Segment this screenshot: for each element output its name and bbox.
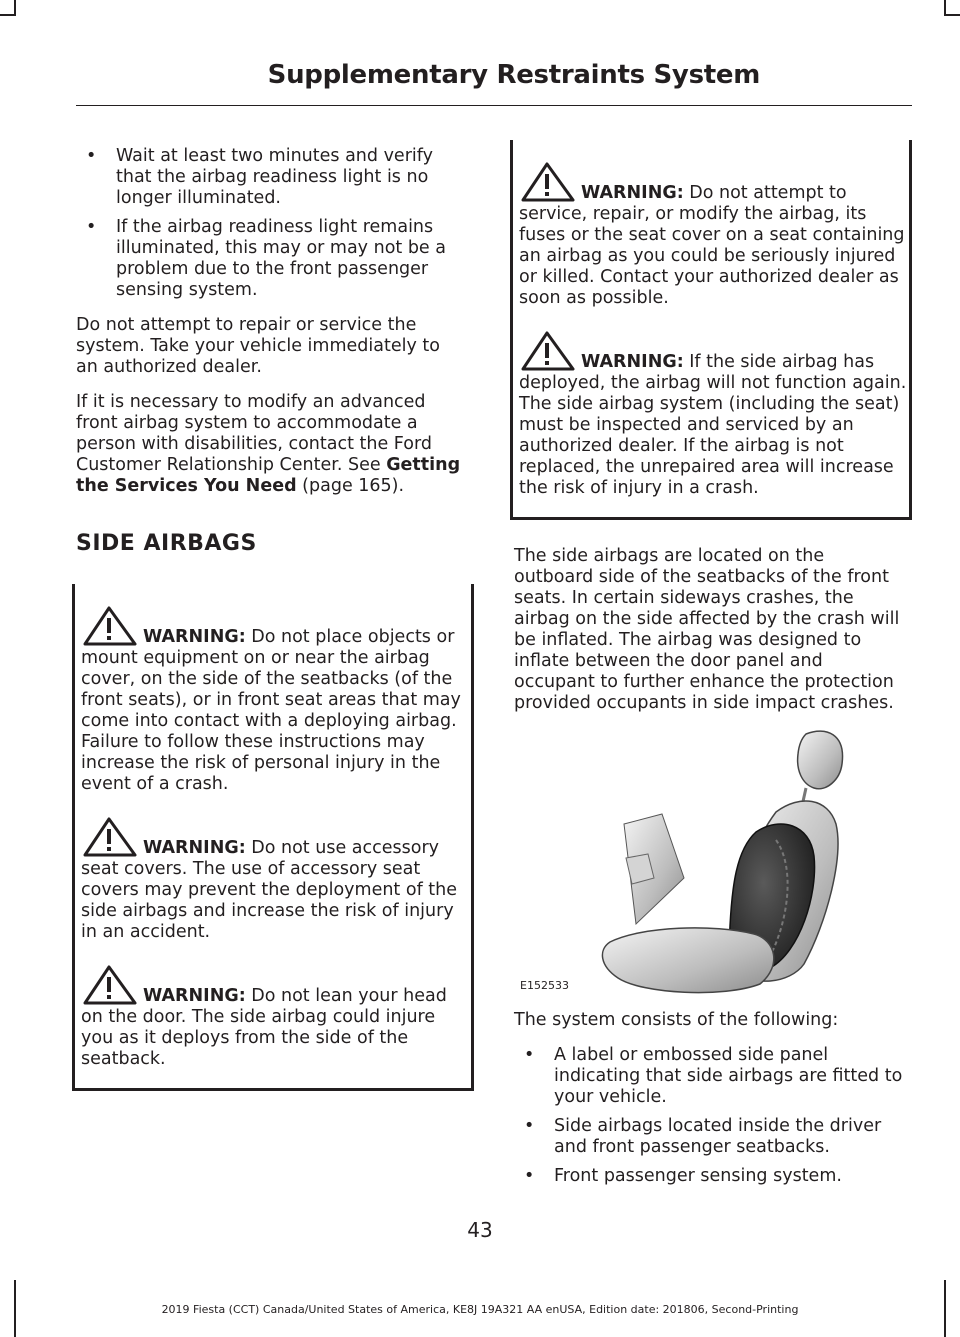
warning-item [81, 606, 471, 795]
header-divider [76, 105, 912, 106]
warning-label: WARNING: [581, 183, 684, 203]
page-footer: 2019 Fiesta (CCT) Canada/United States of America, KE8J 19A321 AA enUSA, Edition date: 201806, Second-Printing [161, 1303, 799, 1316]
warning-item [519, 162, 909, 309]
list-item: • Side airbags located inside the driver and front passenger seatbacks. [514, 1116, 904, 1158]
warning-item [81, 817, 471, 943]
warning-label: WARNING: [143, 986, 246, 1006]
warning-box [72, 584, 474, 1091]
warning-box [510, 140, 912, 520]
paragraph [76, 392, 466, 497]
warning-triangle-icon [81, 817, 139, 857]
side-airbag-seat-illustration [514, 728, 904, 996]
paragraph: The system consists of the following: [514, 1010, 839, 1030]
right-column [514, 146, 907, 1201]
warning-text: Do not attempt to service, repair, or modify the airbag, its fuses or the seat cover on a seat containing an airbag as you could be seriously injured or killed. Contact your authorized dealer as soon as possible. [519, 183, 905, 308]
warning-triangle-icon [519, 162, 577, 202]
list-item: • Wait at least two minutes and verify that the airbag readiness light is no longer illuminated. [76, 146, 466, 209]
page-number: 43 [467, 1218, 493, 1242]
paragraph: Do not attempt to repair or service the system. Take your vehicle immediately to an authorized dealer. [76, 315, 440, 377]
page-header-title: Supplementary Restraints System [267, 60, 760, 90]
left-column [76, 146, 466, 1111]
warning-label: WARNING: [143, 838, 246, 858]
list-item: • A label or embossed side panel indicating that side airbags are fitted to your vehicle. [514, 1045, 904, 1108]
side-airbag-figure [514, 728, 904, 996]
bullet-list [514, 1045, 904, 1187]
paragraph-text: If it is necessary to modify an advanced front airbag system to accommodate a person with disabilities, contact the Ford Customer Relationship Center. See [76, 392, 432, 475]
warning-text: If the side airbag has deployed, the airbag will not function again. The side airbag system (including the seat) must be inspected and serviced by an authorized dealer. If the airbag is not replaced, the unrepaired area will increase the risk of injury in a crash. [519, 352, 907, 498]
page-reference: (page 165). [296, 476, 405, 496]
crop-mark [0, 14, 16, 16]
warning-item [519, 331, 909, 499]
warning-triangle-icon [519, 331, 577, 371]
bullet-list [76, 146, 466, 301]
list-item: • Front passenger sensing system. [514, 1166, 904, 1187]
warning-triangle-icon [81, 965, 139, 1005]
paragraph: The side airbags are located on the outboard side of the seatbacks of the front seats. In certain sideways crashes, the airbag on the side affected by the crash will be inflated. The airbag was designed to inflate between the door panel and occupant to further enhance the protection provided occupants in side impact crashes. [514, 546, 900, 713]
warning-label: WARNING: [581, 352, 684, 372]
figure-code: E152533 [520, 979, 569, 992]
warning-item [81, 965, 471, 1070]
warning-text: Do not lean your head on the door. The side airbag could injure you as it deploys from the side of the seatback. [81, 986, 447, 1069]
section-heading: SIDE AIRBAGS [76, 531, 257, 556]
cross-reference-link[interactable]: Getting the Services You Need [76, 455, 461, 496]
warning-label: WARNING: [143, 627, 246, 647]
warning-triangle-icon [81, 606, 139, 646]
list-item: • If the airbag readiness light remains illuminated, this may or may not be a problem due to the front passenger sensing system. [76, 217, 466, 301]
warning-text: Do not place objects or mount equipment on or near the airbag cover, on the side of the seatbacks (of the front seats), or in front seat areas that may come into contact with a deploying airbag. Failure to follow these instructions may increase the risk of personal injury in the event of a crash. [81, 627, 461, 794]
warning-text: Do not use accessory seat covers. The use of accessory seat covers may prevent the deployment of the side airbags and increase the risk of injury in an accident. [81, 838, 458, 942]
crop-mark [944, 14, 960, 16]
